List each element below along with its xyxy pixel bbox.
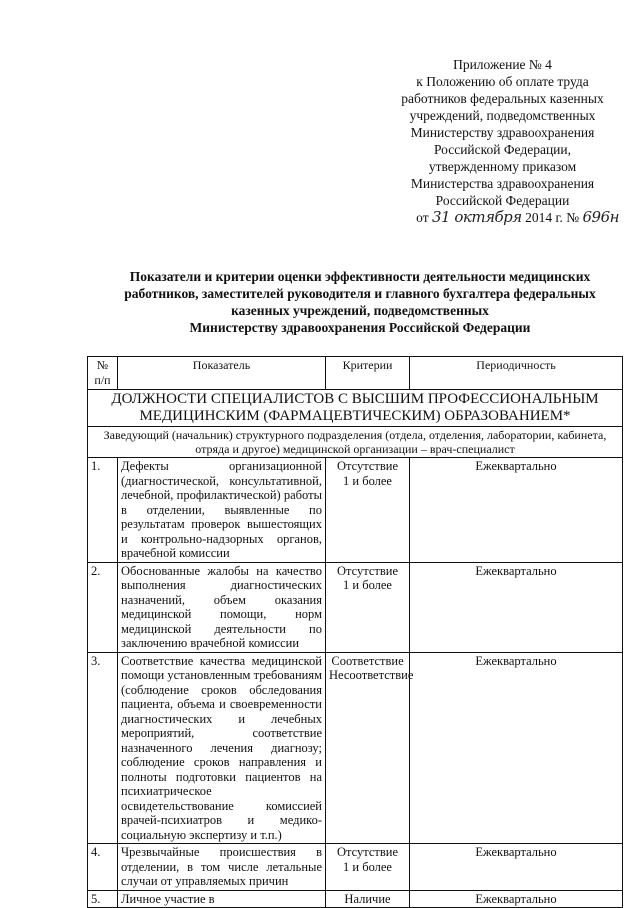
row-number: 2. [88, 562, 118, 652]
row-number: 5. [88, 890, 118, 908]
title-line: работников, заместителей руководителя и главного бухгалтера федеральных [124, 286, 596, 301]
subsection-row [88, 427, 623, 458]
row-periodicity: Ежеквартально [410, 652, 623, 844]
appendix-line: Министерства здравоохранения [410, 176, 595, 191]
row-criteria [326, 562, 410, 652]
title-line: Министерству здравоохранения Российской Федерации [189, 320, 531, 335]
appendix-line: работников федеральных казенных [401, 91, 604, 106]
table-row [88, 562, 623, 652]
row-indicator: Дефекты организационной (диагностической, консультативной, лечебной, профилактической) работы в отделении, выявленные по результатам проверок вышестоящих и контрольно-надзорных органов, врачебной комиссии [118, 458, 326, 563]
appendix-line: утвержденному приказом [428, 159, 577, 174]
section-row [88, 390, 623, 427]
row-indicator: Чрезвычайные происшествия в отделении, в том числе летальные случаи от управляемых причин [118, 844, 326, 891]
row-periodicity: Ежеквартально [410, 890, 623, 908]
order-date-handwritten: 31 октября [432, 208, 522, 226]
row-criteria [326, 844, 410, 891]
order-prefix: от [416, 210, 429, 225]
appendix-line: Российской Федерации, [433, 142, 572, 157]
table-row [88, 844, 623, 891]
appendix-line: Приложение № 4 [453, 57, 552, 72]
row-indicator: Обоснованные жалобы на качество выполнения диагностических назначений, объем оказания медицинской помощи, норм медицинской деятельности по заключению врачебной комиссии [118, 562, 326, 652]
criteria-value: 1 и более [343, 578, 392, 592]
subsection-title: Заведующий (начальник) структурного подразделения (отдела, отделения, лаборатории, кабинета, отряда и другое) медицинской организации – врач-специалист [88, 427, 623, 458]
appendix-line: к Положению об оплате труда [416, 74, 589, 89]
title-line: казенных учреждений, подведомственных [231, 303, 489, 318]
section-title: ДОЛЖНОСТИ СПЕЦИАЛИСТОВ С ВЫСШИМ ПРОФЕССИОНАЛЬНЫМ МЕДИЦИНСКИМ (ФАРМАЦЕВТИЧЕСКИМ) ОБРАЗОВАНИЕМ* [88, 390, 623, 427]
row-indicator: Личное участие в [118, 890, 326, 908]
order-year: 2014 г. № [525, 210, 580, 225]
row-criteria [326, 652, 414, 844]
criteria-table [87, 356, 623, 908]
criteria-value: Отсутствие [336, 459, 399, 473]
appendix-block [380, 56, 625, 226]
criteria-value: Соответствие [331, 653, 404, 668]
table-header-row [88, 357, 623, 390]
row-number: 4. [88, 844, 118, 891]
header-criteria: Критерии [326, 357, 410, 390]
row-periodicity: Ежеквартально [410, 458, 623, 563]
criteria-value: 1 и более [343, 473, 392, 488]
header-periodicity: Периодичность [410, 357, 623, 390]
criteria-value: Наличие [344, 891, 391, 906]
title-line: Показатели и критерии оценки эффективности деятельности медицинских [129, 269, 591, 284]
document-title [100, 268, 620, 336]
criteria-value: Отсутствие [336, 563, 399, 578]
criteria-value: Несоответствие [329, 668, 414, 682]
row-indicator: Соответствие качества медицинской помощи установленным требованиям (соблюдение сроков обследования пациента, объема и своевременности диагностических и лечебных мероприятий, соответствие назначенного лечения диагнозу; соблюдение сроков направления и полноты подготовки пациентов на психиатрическое освидетельствование комиссией врачей-психиатров и медико-социальную экспертизу и т.п.) [118, 652, 326, 844]
table-row [88, 458, 623, 563]
order-number-handwritten: 696н [582, 208, 619, 226]
header-indicator: Показатель [118, 357, 326, 390]
appendix-line: Российской Федерации [435, 193, 570, 208]
row-number: 3. [88, 652, 118, 844]
criteria-value: Отсутствие [336, 845, 399, 859]
row-periodicity: Ежеквартально [410, 562, 623, 652]
row-periodicity: Ежеквартально [410, 844, 623, 891]
row-number: 1. [88, 458, 118, 563]
criteria-value: 1 и более [343, 859, 392, 874]
order-line [380, 209, 625, 226]
row-criteria [326, 458, 410, 563]
header-number: № п/п [88, 357, 118, 390]
table-row [88, 652, 623, 844]
appendix-line: Министерству здравоохранения [410, 125, 595, 140]
appendix-line: учреждений, подведомственных [409, 108, 596, 123]
